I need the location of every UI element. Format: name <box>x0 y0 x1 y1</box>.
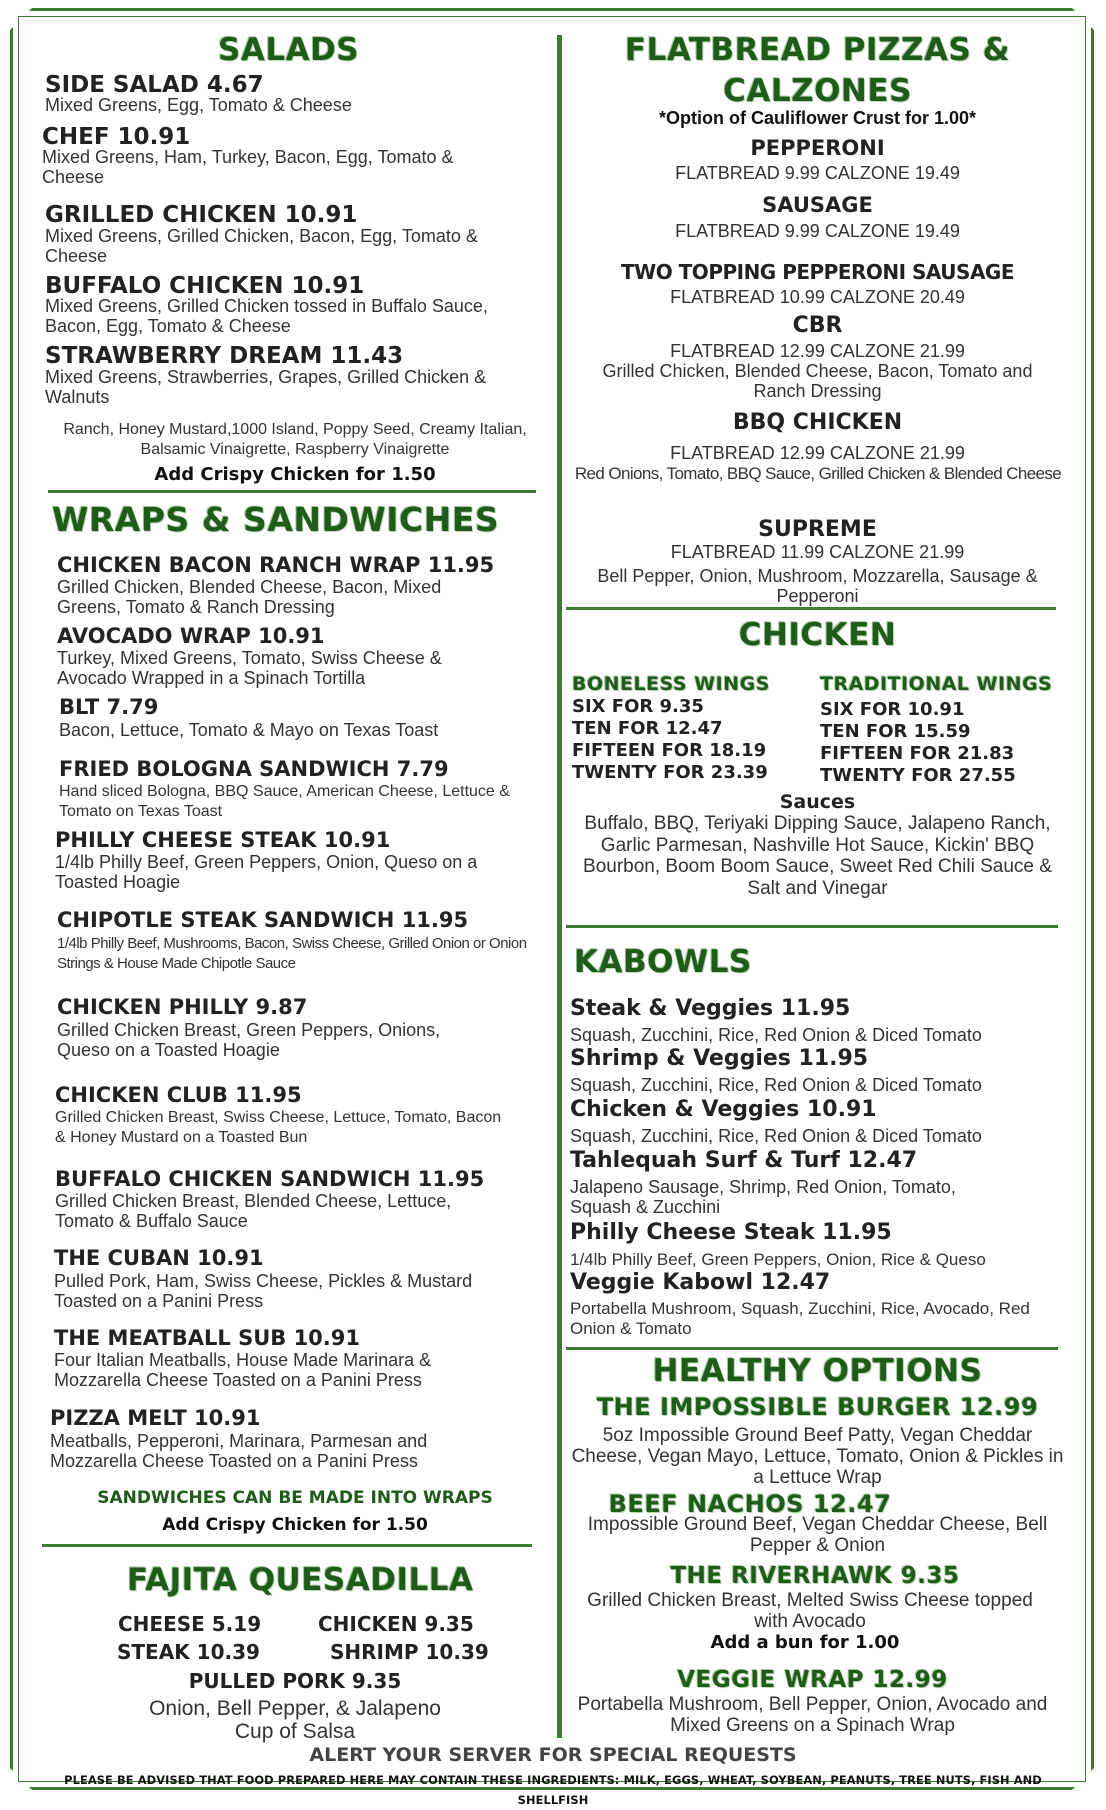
section-divider <box>42 1544 532 1547</box>
flatbread-title-2: CALZONES <box>723 73 912 109</box>
wrap-desc: Pulled Pork, Ham, Swiss Cheese, Pickles & Mustard Toasted on a Panini Press <box>54 1271 473 1311</box>
flatbread-desc: Red Onions, Tomato, BBQ Sauce, Grilled Chicken & Blended Cheese <box>574 464 1062 483</box>
flatbread-name: SUPREME <box>758 517 877 542</box>
wrap-desc: Bacon, Lettuce, Tomato & Mayo on Texas Toast <box>59 720 439 740</box>
quesadilla-steak: STEAK 10.39 <box>117 1640 260 1664</box>
allergy-notice: PLEASE BE ADVISED THAT FOOD PREPARED HERE MAY CONTAIN THESE INGREDIENTS: MILK, EGGS, WHEAT, SOYBEAN, PEANUTS, TREE NUTS, FISH AND SHELLFISH <box>64 1773 1042 1807</box>
wrap-name: AVOCADO WRAP 10.91 <box>57 624 325 648</box>
flatbread-price: FLATBREAD 10.99 CALZONE 20.49 <box>670 287 965 307</box>
quesadilla-title: FAJITA QUESADILLA <box>127 1562 474 1598</box>
wrap-name: CHICKEN PHILLY 9.87 <box>57 995 308 1019</box>
column-divider <box>557 35 562 1738</box>
kabowl-desc: Squash, Zucchini, Rice, Red Onion & Diced Tomato <box>570 1075 982 1095</box>
wrap-desc: 1/4lb Philly Beef, Mushrooms, Bacon, Swiss Cheese, Grilled Onion or Onion Strings & House Made Chipotle Sauce <box>57 935 527 972</box>
traditional-option: SIX FOR 10.91 <box>820 699 965 720</box>
wrap-desc: Grilled Chicken, Blended Cheese, Bacon, Mixed Greens, Tomato & Ranch Dressing <box>57 577 442 617</box>
flatbread-price: FLATBREAD 9.99 CALZONE 19.49 <box>675 163 960 183</box>
boneless-title: BONELESS WINGS <box>572 673 770 695</box>
wrap-name: BUFFALO CHICKEN SANDWICH 11.95 <box>55 1167 485 1191</box>
salad-name: GRILLED CHICKEN 10.91 <box>45 202 358 228</box>
section-divider <box>566 925 1058 928</box>
wrap-name: THE CUBAN 10.91 <box>54 1246 264 1270</box>
wraps-addon: Add Crispy Chicken for 1.50 <box>162 1515 428 1535</box>
healthy-item-name: VEGGIE WRAP 12.99 <box>677 1667 948 1693</box>
salad-desc: Mixed Greens, Strawberries, Grapes, Grilled Chicken & Walnuts <box>45 367 487 407</box>
flatbread-price: FLATBREAD 12.99 CALZONE 21.99 <box>670 341 965 361</box>
quesadilla-shrimp: SHRIMP 10.39 <box>330 1640 489 1664</box>
flatbread-title: FLATBREAD PIZZAS & <box>624 32 1011 68</box>
healthy-title: HEALTHY OPTIONS <box>652 1353 983 1389</box>
salad-addon: Add Crispy Chicken for 1.50 <box>154 464 436 485</box>
wrap-desc: Four Italian Meatballs, House Made Marinara & Mozzarella Cheese Toasted on a Panini Press <box>54 1350 432 1390</box>
sauces-list: Buffalo, BBQ, Teriyaki Dipping Sauce, Jalapeno Ranch, Garlic Parmesan, Nashville Hot Sauce, Kickin' BBQ Bourbon, Boom Boom Sauce, Sweet Red Chili Sauce & Salt and Vinegar <box>583 813 1052 899</box>
salad-desc: Mixed Greens, Ham, Turkey, Bacon, Egg, Tomato & Cheese <box>42 147 454 187</box>
cauliflower-option: *Option of Cauliflower Crust for 1.00* <box>658 108 977 128</box>
wrap-name: THE MEATBALL SUB 10.91 <box>54 1326 360 1350</box>
traditional-option: TWENTY FOR 27.55 <box>820 765 1016 786</box>
kabowl-name: Tahlequah Surf & Turf 12.47 <box>570 1148 918 1173</box>
wrap-desc: Meatballs, Pepperoni, Marinara, Parmesan and Mozzarella Cheese Toasted on a Panini Press <box>50 1431 428 1471</box>
salad-name: BUFFALO CHICKEN 10.91 <box>45 273 365 299</box>
wrap-desc: Grilled Chicken Breast, Blended Cheese, Lettuce, Tomato & Buffalo Sauce <box>55 1191 452 1231</box>
healthy-item-desc: Grilled Chicken Breast, Melted Swiss Cheese topped with Avocado <box>587 1590 1033 1632</box>
kabowls-title: KABOWLS <box>574 944 752 980</box>
flatbread-price: FLATBREAD 11.99 CALZONE 21.99 <box>670 542 965 562</box>
wrap-name: PHILLY CHEESE STEAK 10.91 <box>55 828 391 852</box>
salad-desc: Mixed Greens, Grilled Chicken, Bacon, Egg, Tomato & Cheese <box>45 226 478 266</box>
section-divider <box>566 607 1056 610</box>
kabowl-name: Chicken & Veggies 10.91 <box>570 1097 877 1122</box>
wrap-desc: Turkey, Mixed Greens, Tomato, Swiss Cheese & Avocado Wrapped in a Spinach Tortilla <box>57 648 442 688</box>
flatbread-price: FLATBREAD 9.99 CALZONE 19.49 <box>675 221 960 241</box>
wrap-desc: 1/4lb Philly Beef, Green Peppers, Onion, Queso on a Toasted Hoagie <box>55 852 478 892</box>
quesadilla-desc: Onion, Bell Pepper, & Jalapeno <box>149 1697 441 1720</box>
kabowl-desc: Jalapeno Sausage, Shrimp, Red Onion, Tomato, Squash & Zucchini <box>570 1177 956 1217</box>
wrap-desc: Grilled Chicken Breast, Swiss Cheese, Lettuce, Tomato, Bacon & Honey Mustard on a Toasted Bun <box>55 1109 502 1146</box>
boneless-option: TWENTY FOR 23.39 <box>572 762 768 783</box>
healthy-item-desc: Portabella Mushroom, Bell Pepper, Onion, Avocado and Mixed Greens on a Spinach Wrap <box>577 1694 1048 1736</box>
salad-name: CHEF 10.91 <box>42 124 191 150</box>
boneless-option: FIFTEEN FOR 18.19 <box>572 740 767 761</box>
chicken-title: CHICKEN <box>738 617 897 653</box>
healthy-item-name: BEEF NACHOS 12.47 <box>608 1490 892 1518</box>
quesadilla-salsa: Cup of Salsa <box>234 1720 356 1743</box>
kabowl-desc: Portabella Mushroom, Squash, Zucchini, Rice, Avocado, Red Onion & Tomato <box>570 1299 1030 1338</box>
healthy-item-desc: Impossible Ground Beef, Vegan Cheddar Cheese, Bell Pepper & Onion <box>587 1514 1048 1556</box>
kabowl-desc: Squash, Zucchini, Rice, Red Onion & Diced Tomato <box>570 1126 982 1146</box>
section-divider <box>48 490 536 493</box>
salad-desc: Mixed Greens, Grilled Chicken tossed in Buffalo Sauce, Bacon, Egg, Tomato & Cheese <box>45 296 488 336</box>
sauces-title: Sauces <box>779 791 856 813</box>
flatbread-name: TWO TOPPING PEPPERONI SAUSAGE <box>621 260 1014 284</box>
salads-title: SALADS <box>218 32 360 68</box>
wrap-name: CHIPOTLE STEAK SANDWICH 11.95 <box>57 908 469 932</box>
wraps-note: SANDWICHES CAN BE MADE INTO WRAPS <box>97 1488 493 1508</box>
kabowl-name: Shrimp & Veggies 11.95 <box>570 1046 869 1071</box>
flatbread-desc: Bell Pepper, Onion, Mushroom, Mozzarella, Sausage & Pepperoni <box>597 566 1038 606</box>
wrap-name: CHICKEN CLUB 11.95 <box>55 1083 302 1107</box>
wrap-name: CHICKEN BACON RANCH WRAP 11.95 <box>57 553 495 577</box>
flatbread-desc: Grilled Chicken, Blended Cheese, Bacon, Tomato and Ranch Dressing <box>602 361 1033 401</box>
kabowl-desc: 1/4lb Philly Beef, Green Peppers, Onion, Rice & Queso <box>570 1250 986 1269</box>
healthy-item-name: THE IMPOSSIBLE BURGER 12.99 <box>596 1393 1039 1421</box>
wrap-name: PIZZA MELT 10.91 <box>50 1406 261 1430</box>
salad-desc: Mixed Greens, Egg, Tomato & Cheese <box>45 95 352 115</box>
boneless-option: SIX FOR 9.35 <box>572 696 704 717</box>
wrap-desc: Hand sliced Bologna, BBQ Sauce, American Cheese, Lettuce & Tomato on Texas Toast <box>59 783 510 820</box>
kabowl-name: Veggie Kabowl 12.47 <box>570 1270 831 1295</box>
boneless-option: TEN FOR 12.47 <box>572 718 723 739</box>
salad-name: SIDE SALAD 4.67 <box>45 72 264 98</box>
kabowl-name: Philly Cheese Steak 11.95 <box>570 1220 892 1245</box>
flatbread-price: FLATBREAD 12.99 CALZONE 21.99 <box>670 443 965 463</box>
healthy-item-desc: 5oz Impossible Ground Beef Patty, Vegan Cheddar Cheese, Vegan Mayo, Lettuce, Tomato, Onion & Pickles in a Lettuce Wrap <box>571 1425 1064 1488</box>
quesadilla-cheese: CHEESE 5.19 <box>118 1612 262 1636</box>
section-divider <box>566 1347 1058 1350</box>
flatbread-name: PEPPERONI <box>750 136 885 160</box>
wrap-name: FRIED BOLOGNA SANDWICH 7.79 <box>59 757 449 781</box>
flatbread-name: BBQ CHICKEN <box>732 410 903 435</box>
traditional-option: TEN FOR 15.59 <box>820 721 971 742</box>
flatbread-name: CBR <box>792 313 843 338</box>
salad-name: STRAWBERRY DREAM 11.43 <box>45 343 404 369</box>
quesadilla-chicken: CHICKEN 9.35 <box>318 1612 474 1636</box>
traditional-title: TRADITIONAL WINGS <box>820 673 1053 695</box>
wrap-name: BLT 7.79 <box>59 695 159 719</box>
wrap-desc: Grilled Chicken Breast, Green Peppers, Onions, Queso on a Toasted Hoagie <box>57 1020 441 1060</box>
traditional-option: FIFTEEN FOR 21.83 <box>820 743 1015 764</box>
healthy-item-name: THE RIVERHAWK 9.35 <box>670 1563 960 1589</box>
dressings-list: Ranch, Honey Mustard,1000 Island, Poppy Seed, Creamy Italian, Balsamic Vinaigrette, Raspberry Vinaigrette <box>63 421 527 458</box>
wraps-title: WRAPS & SANDWICHES <box>52 500 500 539</box>
kabowl-name: Steak & Veggies 11.95 <box>570 996 851 1021</box>
bun-addon: Add a bun for 1.00 <box>710 1632 900 1653</box>
quesadilla-pork: PULLED PORK 9.35 <box>188 1669 402 1693</box>
alert-notice: ALERT YOUR SERVER FOR SPECIAL REQUESTS <box>309 1744 797 1766</box>
flatbread-name: SAUSAGE <box>762 193 873 217</box>
kabowl-desc: Squash, Zucchini, Rice, Red Onion & Diced Tomato <box>570 1025 982 1045</box>
